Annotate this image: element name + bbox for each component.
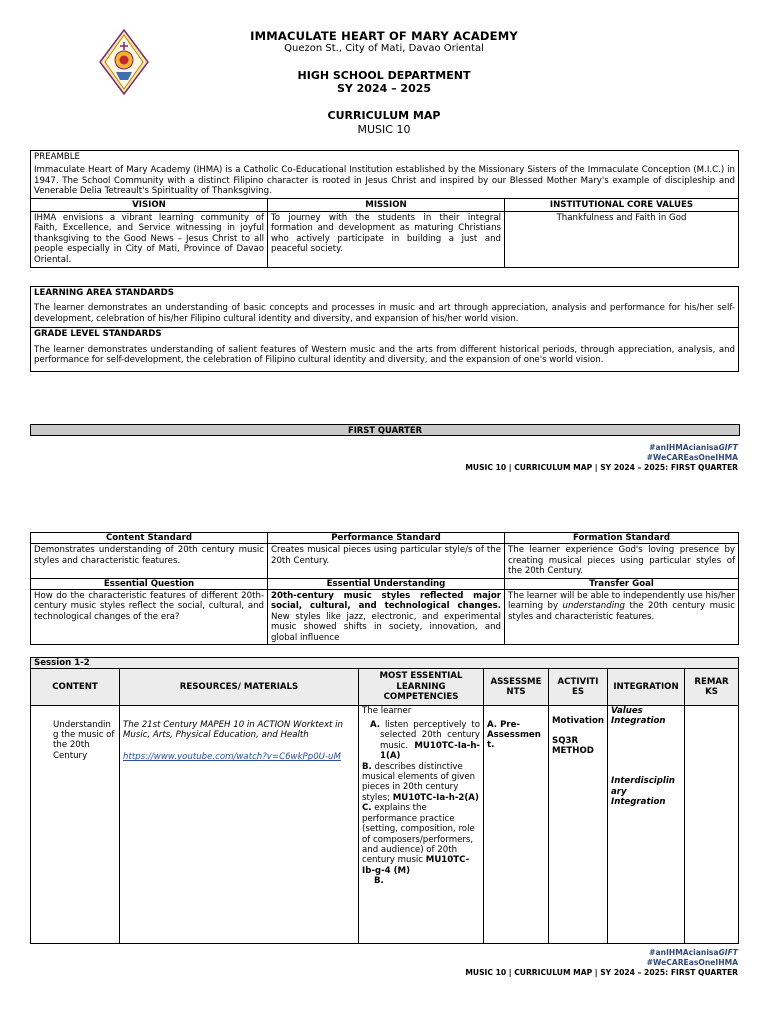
essential-understanding-label: Essential Understanding [268, 578, 505, 589]
hashtag-wecare-2: #WeCAREasOneIHMA [646, 958, 738, 967]
standards-grid [30, 532, 739, 645]
preamble-label: PREAMBLE [34, 152, 80, 162]
resource-link[interactable]: https://www.youtube.com/watch?v=C6wkPp0U-uM [123, 752, 341, 763]
core-values-text: Thankfulness and Faith in God [505, 212, 739, 268]
session-integration [608, 705, 685, 943]
preamble-table [30, 150, 739, 268]
learning-area-text: The learner demonstrates an understanding of basic concepts and processes in music and art through appreciation, analysis and performance for his/her self-development, celebration of his/her Filipino cultural identity and diversity, and expansion of his/her world vision. [34, 303, 735, 324]
transfer-goal-label: Transfer Goal [505, 578, 739, 589]
col-header-content: CONTENT [31, 669, 120, 705]
learning-area-cell [31, 287, 739, 328]
learning-area-label: LEARNING AREA STANDARDS [34, 288, 174, 298]
transfer-goal-text: The learner will be able to independently use his/her learning by understanding the 20th century music styles and characteristic features. [505, 590, 739, 645]
col-header-competencies: MOST ESSENTIAL LEARNING COMPETENCIES [359, 669, 484, 705]
formation-standard-label: Formation Standard [505, 533, 739, 544]
vision-label: VISION [31, 198, 268, 211]
quarter-bar: FIRST QUARTER [30, 424, 740, 436]
session-competencies [359, 705, 484, 943]
hashtag-gift: #anIHMAcianisaGIFT [649, 443, 738, 452]
performance-standard-label: Performance Standard [268, 533, 505, 544]
hashtag-gift-2: #anIHMAcianisaGIFT [649, 948, 738, 957]
grade-level-label: GRADE LEVEL STANDARDS [34, 329, 162, 340]
session-content: Understandin g the music of the 20th Century [31, 705, 120, 943]
essential-question-label: Essential Question [31, 578, 268, 589]
col-header-assessments: ASSESSME NTS [484, 669, 549, 705]
essential-understanding-text: 20th-century music styles reflected major social, cultural, and technological changes. New styles like jazz, electronic, and experimental music showed shifts in society, innovation, and global influence [268, 590, 505, 645]
page-footer-2: MUSIC 10 | CURRICULUM MAP | SY 2024 – 2025: FIRST QUARTER [465, 968, 738, 977]
activity-motivation: Motivation [552, 715, 604, 726]
subject-title: MUSIC 10 [357, 123, 411, 136]
session-assessment: A. Pre-Assessmen t. [484, 705, 549, 943]
grade-level-text: The learner demonstrates understanding of salient features of Western music and the arts from different historical periods, through appreciation, analysis, and performance for self-development, the celebration of Filipino cultural identity and diversity, and the expansion of one's world vision. [34, 344, 735, 366]
competency-d: B. [374, 876, 384, 887]
col-header-activities: ACTIVITI ES [549, 669, 608, 705]
preamble-cell [31, 151, 739, 199]
content-standard-text: Demonstrates understanding of 20th century music styles and characteristic features. [31, 544, 268, 578]
page-footer: MUSIC 10 | CURRICULUM MAP | SY 2024 – 2025: FIRST QUARTER [465, 463, 738, 472]
resource-title: The 21st Century MAPEH 10 in ACTION Worktext in Music, Arts, Physical Education, and Health [123, 719, 343, 741]
grade-level-cell [31, 328, 739, 372]
department-title: HIGH SCHOOL DEPARTMENT [297, 69, 471, 82]
integration-interdisciplinary: Interdisciplin ary Integration [611, 776, 675, 808]
preamble-text: Immaculate Heart of Mary Academy (IHMA) is a Catholic Co-Educational Institution established by the Missionary Sisters of the Immaculate Conception (M.I.C.) in 1947. The School Community with a distinct Filipino character is rooted in Jesus Christ and inspired by our Blessed Mother Mary's example of discipleship and Venerable Delia Tetreault's Spirituality of Thanksgiving. [34, 165, 735, 197]
school-address: Quezon St., City of Mati, Davao Oriental [284, 43, 484, 54]
essential-question-text: How do the characteristic features of different 20th-century music styles reflect the social, cultural, and technological changes of the era? [31, 590, 268, 645]
col-header-remarks: REMAR KS [685, 669, 739, 705]
mission-text: To journey with the students in their integral formation and development as maturing Christians who actively participate in building a just and peaceful society. [268, 212, 505, 268]
session-remarks [685, 705, 739, 943]
session-resources [120, 705, 359, 943]
activity-sq3r: SQ3R METHOD [552, 736, 594, 757]
competency-a: A. listen perceptively to selected 20th century music. MU10TC-Ia-h-1(A) [370, 720, 481, 762]
school-year: SY 2024 – 2025 [336, 82, 432, 95]
school-name: IMMACULATE HEART OF MARY ACADEMY [250, 29, 518, 43]
performance-standard-text: Creates musical pieces using particular style/s of the 20th Century. [268, 544, 505, 578]
vision-text: IHMA envisions a vibrant learning community of Faith, Excellence, and Service witnessing in joyful thanksgiving to the Good News – Jesus Christ to all people especially in City of Mati, Province of Davao Oriental. [31, 212, 268, 268]
col-header-integration: INTEGRATION [608, 669, 685, 705]
competency-b: B. describes distinctive musical elements of given pieces in 20th century styles; MU10TC-Ia-h-2(A) [362, 761, 479, 803]
session-activities [549, 705, 608, 943]
col-header-resources: RESOURCES/ MATERIALS [120, 669, 359, 705]
session-table [30, 657, 739, 944]
session-label: Session 1-2 [31, 658, 739, 669]
integration-values: Values Integration [611, 705, 666, 727]
mission-label: MISSION [268, 198, 505, 211]
competency-c: C. explains the performance practice (setting, composition, role of composers/performers, and audience) of 20th century music MU10TC-Ib-g-4 (M) [362, 803, 475, 876]
hashtag-wecare: #WeCAREasOneIHMA [646, 453, 738, 462]
competency-intro: The learner [362, 705, 412, 716]
standards-table [30, 286, 739, 372]
formation-standard-text: The learner experience God's loving presence by creating musical pieces using particular styles of the 20th Century. [505, 544, 739, 578]
content-standard-label: Content Standard [31, 533, 268, 544]
document-title: CURRICULUM MAP [327, 109, 441, 122]
core-values-label: INSTITUTIONAL CORE VALUES [505, 198, 739, 211]
